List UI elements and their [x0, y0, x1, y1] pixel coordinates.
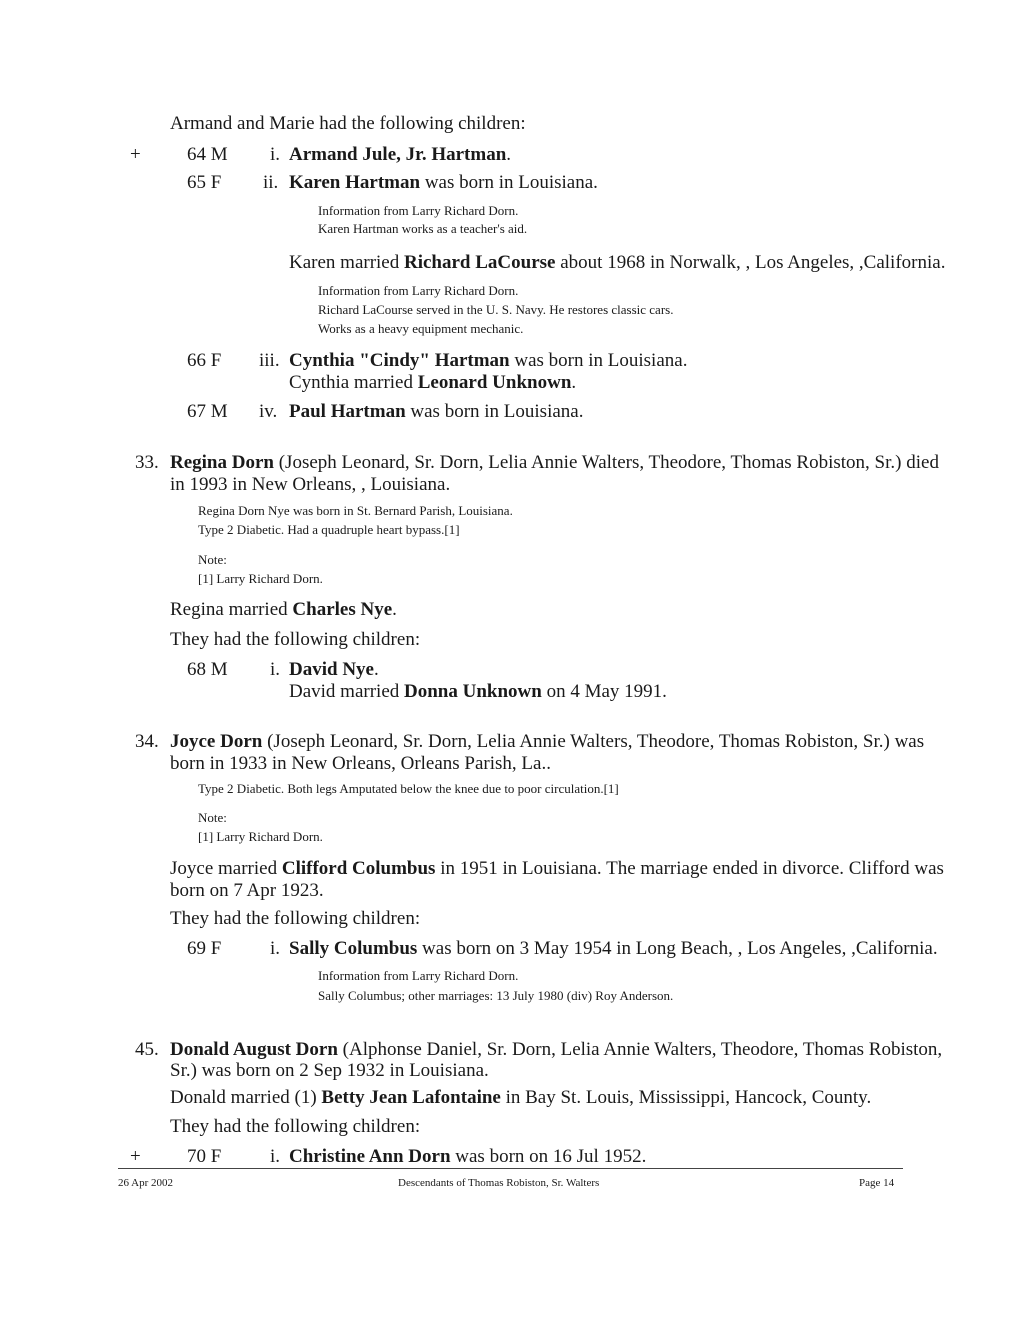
person-heading-cont: in 1993 in New Orleans, , Louisiana.	[170, 474, 451, 495]
children-intro: They had the following children:	[170, 908, 421, 929]
person-number: 34.	[135, 731, 159, 752]
note-line: Richard LaCourse served in the U. S. Navy. He restores classic cars.	[318, 302, 674, 317]
footer-date: 26 Apr 2002	[118, 1177, 173, 1189]
marriage-line: Donald married (1) Betty Jean Lafontaine in Bay St. Louis, Mississippi, Hancock, County.	[170, 1087, 872, 1108]
spouse-name: Richard LaCourse	[404, 252, 556, 273]
note-line: Sally Columbus; other marriages: 13 July 1980 (div) Roy Anderson.	[318, 988, 674, 1003]
spouse-name: Leonard Unknown	[417, 372, 572, 393]
child-entry: Christine Ann Dorn was born on 16 Jul 1952.	[289, 1146, 647, 1167]
child-number: 68 M	[187, 659, 228, 680]
child-name: Christine Ann Dorn	[289, 1146, 451, 1167]
marriage-line: Joyce married Clifford Columbus in 1951 in Louisiana. The marriage ended in divorce. Clifford was	[170, 858, 944, 879]
marriage-line: Cynthia married Leonard Unknown.	[289, 372, 577, 393]
note-label: Note:	[198, 552, 227, 567]
child-entry: Armand Jule, Jr. Hartman.	[289, 144, 512, 165]
child-entry: Karen Hartman was born in Louisiana.	[289, 172, 598, 193]
child-roman: iv.	[259, 401, 278, 422]
children-intro: Armand and Marie had the following children:	[170, 113, 526, 134]
child-number: 69 F	[187, 938, 222, 959]
note-line: Type 2 Diabetic. Both legs Amputated below the knee due to poor circulation.[1]	[198, 781, 619, 796]
note-line: Information from Larry Richard Dorn.	[318, 968, 519, 983]
note-reference: [1] Larry Richard Dorn.	[198, 571, 323, 586]
note-line: Information from Larry Richard Dorn.	[318, 283, 519, 298]
child-number: 66 F	[187, 350, 222, 371]
note-line: Type 2 Diabetic. Had a quadruple heart bypass.[1]	[198, 522, 460, 537]
person-heading-cont: Sr.) was born on 2 Sep 1932 in Louisiana.	[170, 1060, 489, 1081]
child-number: 65 F	[187, 172, 222, 193]
footer-page-number: Page 14	[859, 1177, 895, 1189]
spouse-name: Charles Nye	[292, 599, 393, 620]
marriage-line: Regina married Charles Nye.	[170, 599, 397, 620]
person-heading: Donald August Dorn (Alphonse Daniel, Sr. Dorn, Lelia Annie Walters, Theodore, Thomas Robiston,	[170, 1039, 943, 1060]
spouse-name: Betty Jean Lafontaine	[321, 1087, 501, 1108]
child-roman: ii.	[263, 172, 279, 193]
child-entry: Cynthia "Cindy" Hartman was born in Louisiana.	[289, 350, 688, 371]
person-heading-cont: born in 1933 in New Orleans, Orleans Parish, La..	[170, 753, 551, 774]
person-heading: Regina Dorn (Joseph Leonard, Sr. Dorn, Lelia Annie Walters, Theodore, Thomas Robiston, Sr.) died	[170, 452, 939, 473]
note-line: Regina Dorn Nye was born in St. Bernard Parish, Louisiana.	[198, 503, 513, 518]
descendant-plus-marker: +	[130, 1146, 141, 1167]
person-name: Donald August Dorn	[170, 1039, 338, 1060]
child-number: 67 M	[187, 401, 228, 422]
child-name: Armand Jule, Jr. Hartman	[289, 144, 507, 165]
person-name: Joyce Dorn	[170, 731, 263, 752]
spouse-name: Clifford Columbus	[281, 858, 436, 879]
child-roman: i.	[270, 144, 281, 165]
footer-rule	[118, 1168, 903, 1169]
child-name: Karen Hartman	[289, 172, 421, 193]
child-roman: i.	[270, 938, 281, 959]
children-intro: They had the following children:	[170, 1116, 421, 1137]
child-name: Cynthia "Cindy" Hartman	[289, 350, 510, 371]
child-entry: Sally Columbus was born on 3 May 1954 in Long Beach, , Los Angeles, ,California.	[289, 938, 938, 959]
footer-title: Descendants of Thomas Robiston, Sr. Walters	[398, 1177, 600, 1189]
child-roman: iii.	[259, 350, 280, 371]
note-line: Works as a heavy equipment mechanic.	[318, 321, 524, 336]
note-line: Karen Hartman works as a teacher's aid.	[318, 221, 528, 236]
children-intro: They had the following children:	[170, 629, 421, 650]
spouse-name: Donna Unknown	[404, 681, 542, 702]
marriage-line: Karen married Richard LaCourse about 1968 in Norwalk, , Los Angeles, ,California.	[289, 252, 946, 273]
child-number: 64 M	[187, 144, 228, 165]
child-roman: i.	[270, 1146, 281, 1167]
person-number: 45.	[135, 1039, 159, 1060]
child-number: 70 F	[187, 1146, 222, 1167]
note-reference: [1] Larry Richard Dorn.	[198, 829, 323, 844]
person-number: 33.	[135, 452, 159, 473]
marriage-line-cont: born on 7 Apr 1923.	[170, 880, 324, 901]
marriage-line: David married Donna Unknown on 4 May 1991.	[289, 681, 667, 702]
child-entry: David Nye.	[289, 659, 379, 680]
child-name: David Nye	[289, 659, 374, 680]
person-name: Regina Dorn	[170, 452, 274, 473]
child-roman: i.	[270, 659, 281, 680]
person-heading: Joyce Dorn (Joseph Leonard, Sr. Dorn, Lelia Annie Walters, Theodore, Thomas Robiston, Sr.) was	[170, 731, 925, 752]
child-entry: Paul Hartman was born in Louisiana.	[289, 401, 584, 422]
descendant-plus-marker: +	[130, 144, 141, 165]
child-name: Sally Columbus	[289, 938, 418, 959]
note-line: Information from Larry Richard Dorn.	[318, 203, 519, 218]
note-label: Note:	[198, 810, 227, 825]
child-name: Paul Hartman	[289, 401, 406, 422]
